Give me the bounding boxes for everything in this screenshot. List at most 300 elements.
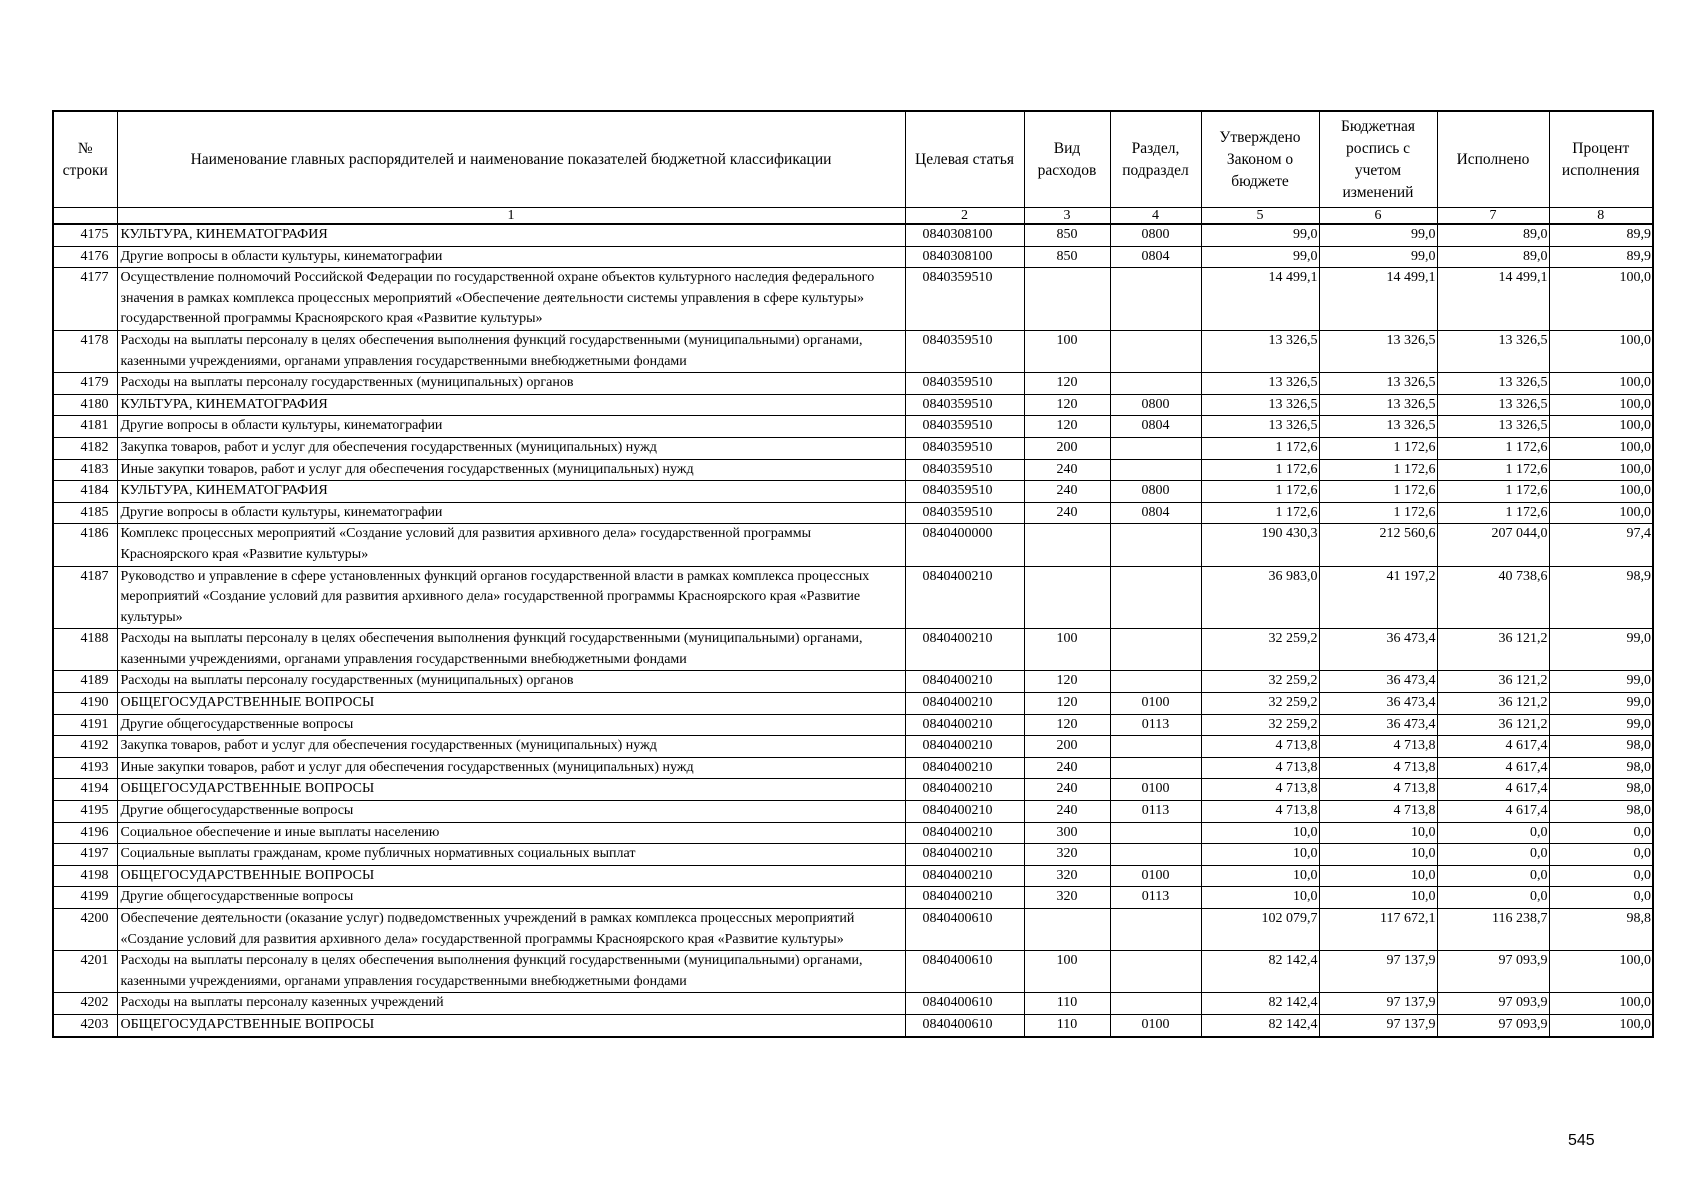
row-target-article-cell: 0840308100	[905, 246, 1024, 268]
row-number-cell: 4201	[53, 951, 117, 993]
row-section-cell: 0804	[1110, 502, 1201, 524]
table-row	[53, 865, 1653, 887]
row-percent-cell: 100,0	[1549, 394, 1653, 416]
row-expense-type-cell: 850	[1024, 224, 1110, 246]
row-percent-cell: 100,0	[1549, 993, 1653, 1015]
row-approved-cell: 10,0	[1201, 844, 1319, 866]
row-section-cell	[1110, 671, 1201, 693]
table-row	[53, 844, 1653, 866]
row-budget-schedule-cell: 13 326,5	[1319, 394, 1437, 416]
row-percent-cell: 0,0	[1549, 844, 1653, 866]
row-expense-type-cell	[1024, 268, 1110, 331]
row-expense-type-cell: 120	[1024, 714, 1110, 736]
row-number-cell: 4202	[53, 993, 117, 1015]
row-name-cell: Обеспечение деятельности (оказание услуг) подведомственных учреждений в рамках комплекса процессных мероприятий «Создание условий для развития архивного дела» государственной программы Красноярского края «Развитие культуры»	[117, 909, 905, 951]
row-executed-cell: 97 093,9	[1437, 1014, 1549, 1036]
row-executed-cell: 36 121,2	[1437, 671, 1549, 693]
table-row	[53, 822, 1653, 844]
row-name-cell: ОБЩЕГОСУДАРСТВЕННЫЕ ВОПРОСЫ	[117, 779, 905, 801]
row-budget-schedule-cell: 97 137,9	[1319, 993, 1437, 1015]
column-number: 7	[1437, 208, 1549, 225]
row-percent-cell: 100,0	[1549, 330, 1653, 372]
row-expense-type-cell	[1024, 524, 1110, 566]
row-section-cell	[1110, 459, 1201, 481]
row-approved-cell: 13 326,5	[1201, 330, 1319, 372]
table-row	[53, 437, 1653, 459]
row-number-cell: 4183	[53, 459, 117, 481]
row-name-cell: Руководство и управление в сфере установленных функций органов государственной власти в рамках комплекса процессных мероприятий «Создание условий для развития архивного дела» государственной программы Красноярского края «Развитие культуры»	[117, 566, 905, 629]
row-budget-schedule-cell: 4 713,8	[1319, 801, 1437, 823]
row-approved-cell: 13 326,5	[1201, 373, 1319, 395]
table-row	[53, 246, 1653, 268]
row-executed-cell: 0,0	[1437, 822, 1549, 844]
table-row	[53, 330, 1653, 372]
row-executed-cell: 4 617,4	[1437, 736, 1549, 758]
row-target-article-cell: 0840400210	[905, 629, 1024, 671]
row-budget-schedule-cell: 1 172,6	[1319, 502, 1437, 524]
row-percent-cell: 89,9	[1549, 224, 1653, 246]
row-expense-type-cell: 300	[1024, 822, 1110, 844]
row-approved-cell: 13 326,5	[1201, 394, 1319, 416]
row-target-article-cell: 0840400210	[905, 693, 1024, 715]
row-name-cell: Другие вопросы в области культуры, кинематографии	[117, 246, 905, 268]
row-percent-cell: 0,0	[1549, 865, 1653, 887]
row-name-cell: Иные закупки товаров, работ и услуг для обеспечения государственных (муниципальных) нужд	[117, 459, 905, 481]
row-budget-schedule-cell: 4 713,8	[1319, 736, 1437, 758]
row-section-cell	[1110, 437, 1201, 459]
row-percent-cell: 99,0	[1549, 629, 1653, 671]
row-budget-schedule-cell: 97 137,9	[1319, 1014, 1437, 1036]
row-target-article-cell: 0840359510	[905, 394, 1024, 416]
row-section-cell	[1110, 268, 1201, 331]
header-budget-schedule: Бюджетная роспись с учетом изменений	[1319, 111, 1437, 208]
column-number: 3	[1024, 208, 1110, 225]
row-percent-cell: 99,0	[1549, 714, 1653, 736]
row-expense-type-cell: 850	[1024, 246, 1110, 268]
row-percent-cell: 100,0	[1549, 373, 1653, 395]
column-number: 8	[1549, 208, 1653, 225]
header-name: Наименование главных распорядителей и наименование показателей бюджетной классификации	[117, 111, 905, 208]
table-row	[53, 268, 1653, 331]
row-section-cell: 0800	[1110, 394, 1201, 416]
row-budget-schedule-cell: 36 473,4	[1319, 629, 1437, 671]
row-name-cell: Расходы на выплаты персоналу казенных учреждений	[117, 993, 905, 1015]
row-executed-cell: 4 617,4	[1437, 779, 1549, 801]
row-budget-schedule-cell: 36 473,4	[1319, 671, 1437, 693]
row-approved-cell: 4 713,8	[1201, 779, 1319, 801]
row-expense-type-cell: 240	[1024, 502, 1110, 524]
table-row	[53, 887, 1653, 909]
row-section-cell: 0113	[1110, 714, 1201, 736]
row-executed-cell: 13 326,5	[1437, 373, 1549, 395]
row-target-article-cell: 0840400210	[905, 566, 1024, 629]
row-number-cell: 4199	[53, 887, 117, 909]
row-approved-cell: 82 142,4	[1201, 951, 1319, 993]
row-number-cell: 4195	[53, 801, 117, 823]
row-name-cell: Другие вопросы в области культуры, кинематографии	[117, 416, 905, 438]
row-executed-cell: 36 121,2	[1437, 629, 1549, 671]
row-section-cell: 0804	[1110, 246, 1201, 268]
row-budget-schedule-cell: 10,0	[1319, 887, 1437, 909]
row-approved-cell: 1 172,6	[1201, 481, 1319, 503]
row-number-cell: 4185	[53, 502, 117, 524]
row-target-article-cell: 0840400210	[905, 865, 1024, 887]
table-row	[53, 459, 1653, 481]
row-number-cell: 4186	[53, 524, 117, 566]
row-number-cell: 4189	[53, 671, 117, 693]
row-executed-cell: 13 326,5	[1437, 416, 1549, 438]
row-section-cell	[1110, 844, 1201, 866]
row-percent-cell: 98,0	[1549, 801, 1653, 823]
row-approved-cell: 1 172,6	[1201, 459, 1319, 481]
row-target-article-cell: 0840400610	[905, 993, 1024, 1015]
table-row	[53, 779, 1653, 801]
row-percent-cell: 100,0	[1549, 481, 1653, 503]
row-name-cell: Другие вопросы в области культуры, кинематографии	[117, 502, 905, 524]
row-executed-cell: 40 738,6	[1437, 566, 1549, 629]
row-percent-cell: 89,9	[1549, 246, 1653, 268]
row-expense-type-cell: 200	[1024, 437, 1110, 459]
row-target-article-cell: 0840359510	[905, 416, 1024, 438]
row-budget-schedule-cell: 97 137,9	[1319, 951, 1437, 993]
row-executed-cell: 89,0	[1437, 224, 1549, 246]
row-percent-cell: 100,0	[1549, 951, 1653, 993]
row-budget-schedule-cell: 4 713,8	[1319, 757, 1437, 779]
row-number-cell: 4176	[53, 246, 117, 268]
row-budget-schedule-cell: 13 326,5	[1319, 373, 1437, 395]
row-percent-cell: 0,0	[1549, 887, 1653, 909]
row-target-article-cell: 0840400210	[905, 801, 1024, 823]
row-expense-type-cell: 240	[1024, 779, 1110, 801]
row-expense-type-cell	[1024, 909, 1110, 951]
table-row	[53, 1014, 1653, 1036]
row-name-cell: КУЛЬТУРА, КИНЕМАТОГРАФИЯ	[117, 481, 905, 503]
row-percent-cell: 100,0	[1549, 459, 1653, 481]
row-approved-cell: 10,0	[1201, 822, 1319, 844]
row-number-cell: 4203	[53, 1014, 117, 1036]
page-number: 545	[1568, 1132, 1595, 1149]
row-name-cell: Социальное обеспечение и иные выплаты населению	[117, 822, 905, 844]
column-number: 2	[905, 208, 1024, 225]
row-expense-type-cell: 110	[1024, 1014, 1110, 1036]
row-expense-type-cell: 320	[1024, 844, 1110, 866]
row-percent-cell: 100,0	[1549, 1014, 1653, 1036]
row-percent-cell: 98,0	[1549, 736, 1653, 758]
row-number-cell: 4200	[53, 909, 117, 951]
column-number	[53, 208, 117, 225]
row-executed-cell: 36 121,2	[1437, 714, 1549, 736]
row-executed-cell: 97 093,9	[1437, 993, 1549, 1015]
row-number-cell: 4194	[53, 779, 117, 801]
row-executed-cell: 89,0	[1437, 246, 1549, 268]
row-budget-schedule-cell: 41 197,2	[1319, 566, 1437, 629]
row-expense-type-cell: 240	[1024, 459, 1110, 481]
row-number-cell: 4177	[53, 268, 117, 331]
row-name-cell: Другие общегосударственные вопросы	[117, 887, 905, 909]
header-target-article: Целевая статья	[905, 111, 1024, 208]
row-target-article-cell: 0840359510	[905, 481, 1024, 503]
row-target-article-cell: 0840400210	[905, 822, 1024, 844]
row-executed-cell: 14 499,1	[1437, 268, 1549, 331]
row-section-cell	[1110, 330, 1201, 372]
header-approved: Утверждено Законом о бюджете	[1201, 111, 1319, 208]
row-section-cell	[1110, 822, 1201, 844]
table-body	[53, 224, 1653, 1037]
row-expense-type-cell: 120	[1024, 416, 1110, 438]
table-row	[53, 801, 1653, 823]
row-budget-schedule-cell: 1 172,6	[1319, 481, 1437, 503]
row-target-article-cell: 0840308100	[905, 224, 1024, 246]
row-budget-schedule-cell: 10,0	[1319, 865, 1437, 887]
table-row	[53, 671, 1653, 693]
row-target-article-cell: 0840400000	[905, 524, 1024, 566]
row-target-article-cell: 0840400210	[905, 736, 1024, 758]
row-target-article-cell: 0840400210	[905, 714, 1024, 736]
row-approved-cell: 10,0	[1201, 887, 1319, 909]
table-row	[53, 394, 1653, 416]
row-section-cell: 0113	[1110, 887, 1201, 909]
row-name-cell: Комплекс процессных мероприятий «Создание условий для развития архивного дела» государственной программы Красноярского края «Развитие культуры»	[117, 524, 905, 566]
row-section-cell: 0800	[1110, 224, 1201, 246]
row-executed-cell: 36 121,2	[1437, 693, 1549, 715]
budget-table-container	[52, 110, 1652, 1038]
row-section-cell	[1110, 629, 1201, 671]
row-executed-cell: 207 044,0	[1437, 524, 1549, 566]
row-approved-cell: 36 983,0	[1201, 566, 1319, 629]
row-percent-cell: 98,0	[1549, 757, 1653, 779]
row-approved-cell: 4 713,8	[1201, 736, 1319, 758]
row-section-cell: 0100	[1110, 865, 1201, 887]
row-executed-cell: 1 172,6	[1437, 437, 1549, 459]
row-section-cell	[1110, 373, 1201, 395]
row-executed-cell: 0,0	[1437, 865, 1549, 887]
row-percent-cell: 98,9	[1549, 566, 1653, 629]
row-number-cell: 4188	[53, 629, 117, 671]
row-number-cell: 4179	[53, 373, 117, 395]
budget-execution-table	[52, 110, 1654, 1038]
row-executed-cell: 0,0	[1437, 844, 1549, 866]
row-budget-schedule-cell: 10,0	[1319, 822, 1437, 844]
table-row	[53, 693, 1653, 715]
row-executed-cell: 4 617,4	[1437, 757, 1549, 779]
row-percent-cell: 100,0	[1549, 437, 1653, 459]
row-number-cell: 4175	[53, 224, 117, 246]
row-section-cell: 0804	[1110, 416, 1201, 438]
row-section-cell: 0800	[1110, 481, 1201, 503]
row-executed-cell: 1 172,6	[1437, 502, 1549, 524]
row-name-cell: ОБЩЕГОСУДАРСТВЕННЫЕ ВОПРОСЫ	[117, 693, 905, 715]
row-percent-cell: 99,0	[1549, 693, 1653, 715]
row-budget-schedule-cell: 1 172,6	[1319, 437, 1437, 459]
row-section-cell: 0100	[1110, 693, 1201, 715]
row-name-cell: Расходы на выплаты персоналу в целях обеспечения выполнения функций государственными (муниципальными) органами, казенными учреждениями, органами управления государственными внебюджетными фондами	[117, 951, 905, 993]
row-approved-cell: 190 430,3	[1201, 524, 1319, 566]
row-number-cell: 4192	[53, 736, 117, 758]
table-row	[53, 629, 1653, 671]
table-row	[53, 566, 1653, 629]
column-number: 4	[1110, 208, 1201, 225]
row-percent-cell: 98,8	[1549, 909, 1653, 951]
row-name-cell: Социальные выплаты гражданам, кроме публичных нормативных социальных выплат	[117, 844, 905, 866]
table-row	[53, 524, 1653, 566]
table-row	[53, 993, 1653, 1015]
row-expense-type-cell: 240	[1024, 757, 1110, 779]
column-number: 1	[117, 208, 905, 225]
header-executed: Исполнено	[1437, 111, 1549, 208]
row-approved-cell: 14 499,1	[1201, 268, 1319, 331]
table-row	[53, 373, 1653, 395]
table-row	[53, 416, 1653, 438]
row-name-cell: Закупка товаров, работ и услуг для обеспечения государственных (муниципальных) нужд	[117, 437, 905, 459]
row-approved-cell: 32 259,2	[1201, 714, 1319, 736]
header-expense-type: Вид расходов	[1024, 111, 1110, 208]
row-budget-schedule-cell: 36 473,4	[1319, 693, 1437, 715]
row-approved-cell: 82 142,4	[1201, 1014, 1319, 1036]
header-section: Раздел, подраздел	[1110, 111, 1201, 208]
row-name-cell: Расходы на выплаты персоналу государственных (муниципальных) органов	[117, 671, 905, 693]
row-name-cell: Другие общегосударственные вопросы	[117, 714, 905, 736]
row-target-article-cell: 0840400210	[905, 671, 1024, 693]
row-percent-cell: 97,4	[1549, 524, 1653, 566]
table-row	[53, 481, 1653, 503]
row-approved-cell: 32 259,2	[1201, 671, 1319, 693]
row-target-article-cell: 0840400610	[905, 909, 1024, 951]
row-target-article-cell: 0840400210	[905, 887, 1024, 909]
row-name-cell: Расходы на выплаты персоналу в целях обеспечения выполнения функций государственными (муниципальными) органами, казенными учреждениями, органами управления государственными внебюджетными фондами	[117, 629, 905, 671]
row-budget-schedule-cell: 4 713,8	[1319, 779, 1437, 801]
row-expense-type-cell: 110	[1024, 993, 1110, 1015]
row-approved-cell: 99,0	[1201, 224, 1319, 246]
row-executed-cell: 97 093,9	[1437, 951, 1549, 993]
row-name-cell: Закупка товаров, работ и услуг для обеспечения государственных (муниципальных) нужд	[117, 736, 905, 758]
row-expense-type-cell	[1024, 566, 1110, 629]
row-executed-cell: 0,0	[1437, 887, 1549, 909]
row-section-cell	[1110, 951, 1201, 993]
row-number-cell: 4198	[53, 865, 117, 887]
row-name-cell: Расходы на выплаты персоналу в целях обеспечения выполнения функций государственными (муниципальными) органами, казенными учреждениями, органами управления государственными внебюджетными фондами	[117, 330, 905, 372]
row-section-cell	[1110, 566, 1201, 629]
row-section-cell	[1110, 909, 1201, 951]
row-name-cell: ОБЩЕГОСУДАРСТВЕННЫЕ ВОПРОСЫ	[117, 1014, 905, 1036]
row-expense-type-cell: 100	[1024, 330, 1110, 372]
row-expense-type-cell: 120	[1024, 671, 1110, 693]
row-target-article-cell: 0840400210	[905, 844, 1024, 866]
row-approved-cell: 32 259,2	[1201, 629, 1319, 671]
table-row	[53, 224, 1653, 246]
row-target-article-cell: 0840400210	[905, 779, 1024, 801]
row-number-cell: 4178	[53, 330, 117, 372]
row-approved-cell: 82 142,4	[1201, 993, 1319, 1015]
row-target-article-cell: 0840359510	[905, 437, 1024, 459]
row-expense-type-cell: 240	[1024, 801, 1110, 823]
row-approved-cell: 10,0	[1201, 865, 1319, 887]
row-number-cell: 4181	[53, 416, 117, 438]
row-budget-schedule-cell: 99,0	[1319, 224, 1437, 246]
row-target-article-cell: 0840400610	[905, 1014, 1024, 1036]
row-target-article-cell: 0840359510	[905, 373, 1024, 395]
row-approved-cell: 4 713,8	[1201, 757, 1319, 779]
row-section-cell	[1110, 736, 1201, 758]
row-number-cell: 4190	[53, 693, 117, 715]
row-section-cell	[1110, 524, 1201, 566]
row-name-cell: КУЛЬТУРА, КИНЕМАТОГРАФИЯ	[117, 394, 905, 416]
row-approved-cell: 1 172,6	[1201, 502, 1319, 524]
column-number: 5	[1201, 208, 1319, 225]
row-percent-cell: 98,0	[1549, 779, 1653, 801]
row-number-cell: 4182	[53, 437, 117, 459]
header-row-number: № строки	[53, 111, 117, 208]
row-target-article-cell: 0840400610	[905, 951, 1024, 993]
row-section-cell: 0113	[1110, 801, 1201, 823]
row-target-article-cell: 0840359510	[905, 268, 1024, 331]
row-executed-cell: 13 326,5	[1437, 330, 1549, 372]
table-row	[53, 909, 1653, 951]
row-number-cell: 4197	[53, 844, 117, 866]
row-name-cell: Другие общегосударственные вопросы	[117, 801, 905, 823]
row-target-article-cell: 0840359510	[905, 502, 1024, 524]
row-number-cell: 4180	[53, 394, 117, 416]
row-section-cell	[1110, 757, 1201, 779]
row-budget-schedule-cell: 117 672,1	[1319, 909, 1437, 951]
row-name-cell: Осуществление полномочий Российской Федерации по государственной охране объектов культурного наследия федерального значения в рамках комплекса процессных мероприятий «Обеспечение деятельности системы управления в сфере культуры» государственной программы Красноярского края «Развитие культуры»	[117, 268, 905, 331]
row-number-cell: 4196	[53, 822, 117, 844]
row-budget-schedule-cell: 36 473,4	[1319, 714, 1437, 736]
row-executed-cell: 1 172,6	[1437, 459, 1549, 481]
row-name-cell: Расходы на выплаты персоналу государственных (муниципальных) органов	[117, 373, 905, 395]
row-section-cell: 0100	[1110, 779, 1201, 801]
row-expense-type-cell: 320	[1024, 887, 1110, 909]
row-percent-cell: 100,0	[1549, 268, 1653, 331]
row-target-article-cell: 0840359510	[905, 330, 1024, 372]
row-expense-type-cell: 200	[1024, 736, 1110, 758]
row-budget-schedule-cell: 212 560,6	[1319, 524, 1437, 566]
row-approved-cell: 4 713,8	[1201, 801, 1319, 823]
row-name-cell: Иные закупки товаров, работ и услуг для обеспечения государственных (муниципальных) нужд	[117, 757, 905, 779]
table-row	[53, 951, 1653, 993]
row-number-cell: 4191	[53, 714, 117, 736]
column-number-row	[53, 208, 1653, 225]
header-row	[53, 111, 1653, 208]
row-approved-cell: 102 079,7	[1201, 909, 1319, 951]
row-percent-cell: 0,0	[1549, 822, 1653, 844]
row-budget-schedule-cell: 14 499,1	[1319, 268, 1437, 331]
row-number-cell: 4184	[53, 481, 117, 503]
row-expense-type-cell: 100	[1024, 629, 1110, 671]
row-number-cell: 4193	[53, 757, 117, 779]
header-percent: Процент исполнения	[1549, 111, 1653, 208]
row-expense-type-cell: 120	[1024, 394, 1110, 416]
row-budget-schedule-cell: 10,0	[1319, 844, 1437, 866]
row-target-article-cell: 0840359510	[905, 459, 1024, 481]
row-approved-cell: 99,0	[1201, 246, 1319, 268]
row-approved-cell: 13 326,5	[1201, 416, 1319, 438]
row-budget-schedule-cell: 13 326,5	[1319, 416, 1437, 438]
row-executed-cell: 13 326,5	[1437, 394, 1549, 416]
row-expense-type-cell: 100	[1024, 951, 1110, 993]
row-expense-type-cell: 320	[1024, 865, 1110, 887]
column-number: 6	[1319, 208, 1437, 225]
row-executed-cell: 116 238,7	[1437, 909, 1549, 951]
row-percent-cell: 99,0	[1549, 671, 1653, 693]
row-expense-type-cell: 240	[1024, 481, 1110, 503]
row-number-cell: 4187	[53, 566, 117, 629]
row-section-cell	[1110, 993, 1201, 1015]
row-name-cell: ОБЩЕГОСУДАРСТВЕННЫЕ ВОПРОСЫ	[117, 865, 905, 887]
row-approved-cell: 32 259,2	[1201, 693, 1319, 715]
row-percent-cell: 100,0	[1549, 416, 1653, 438]
row-budget-schedule-cell: 99,0	[1319, 246, 1437, 268]
table-row	[53, 714, 1653, 736]
